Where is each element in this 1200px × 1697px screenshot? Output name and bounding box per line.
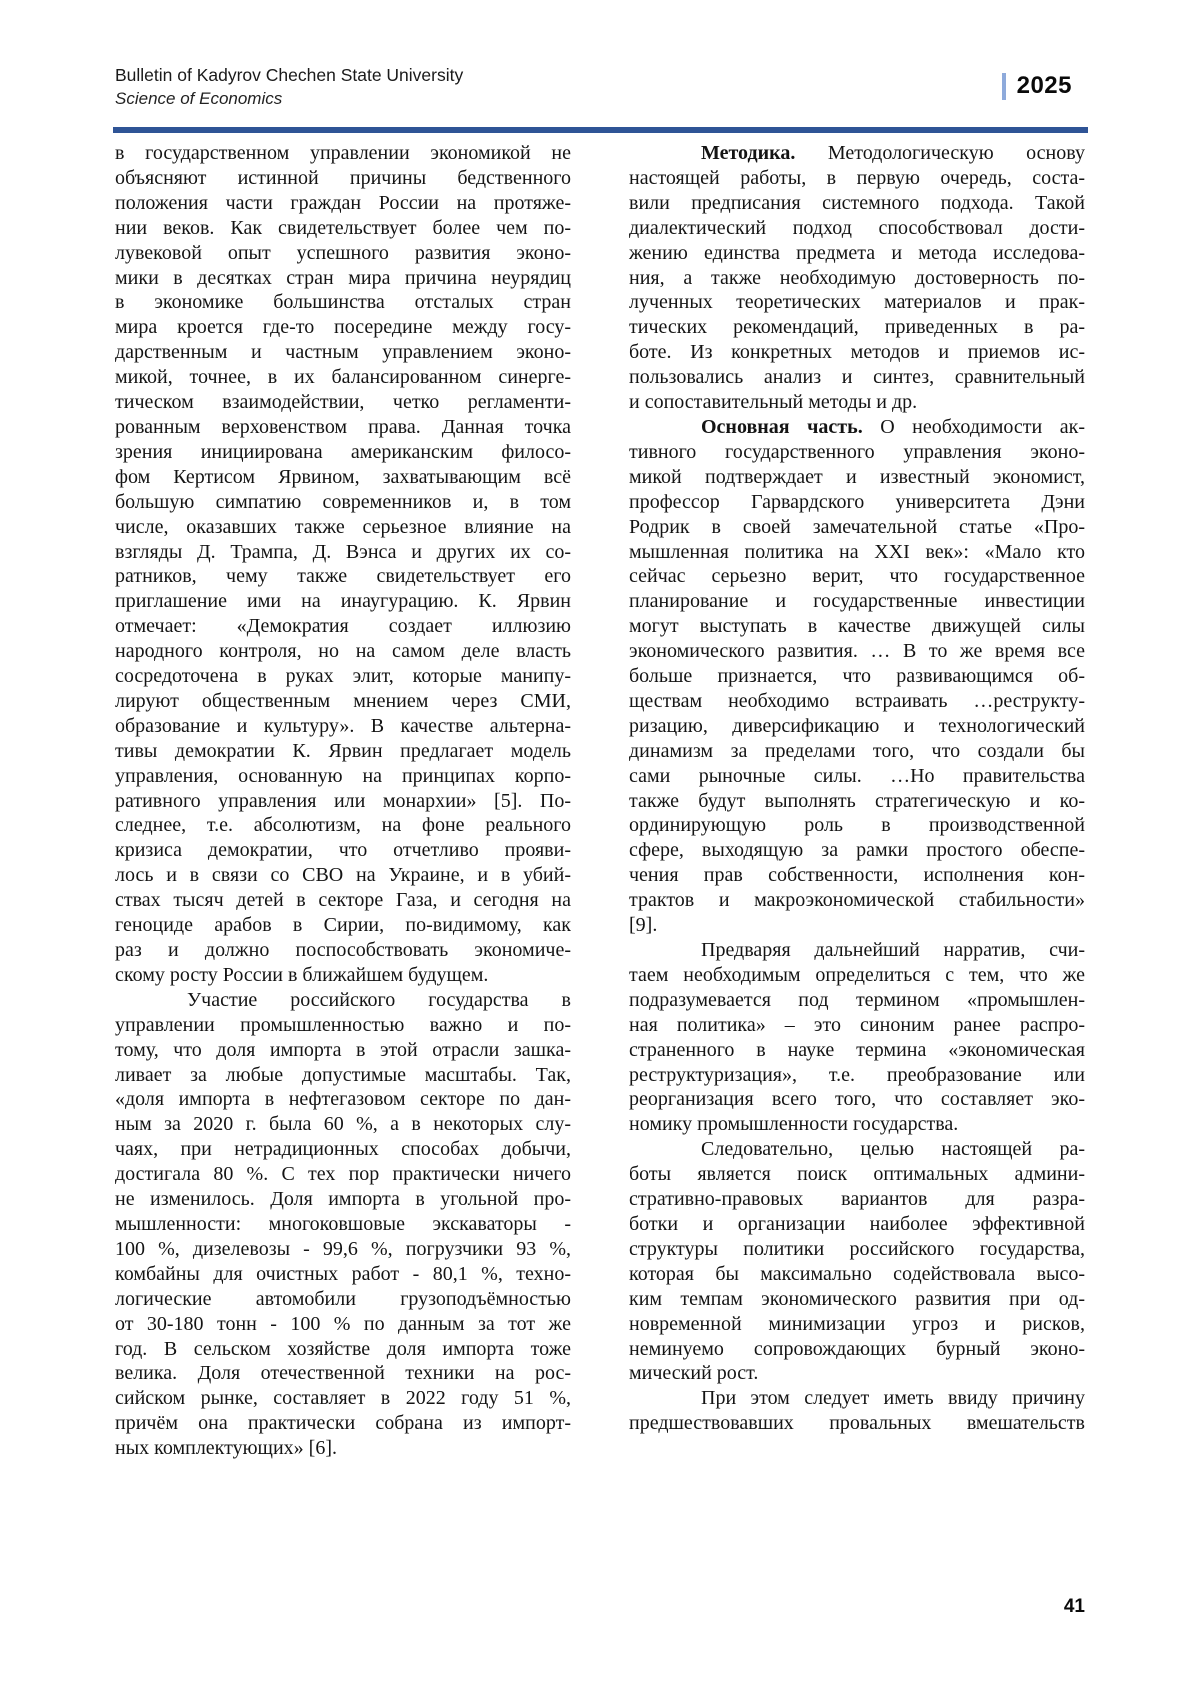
text-line: народного контроля, но на самом деле власть — [115, 640, 571, 663]
text-line: достигала 80 %. С тех пор практически ничего — [115, 1163, 571, 1186]
text-line: геноциде арабов в Сирии, по-видимому, как — [115, 914, 571, 937]
text-line: от 30-180 тонн - 100 % по данным за тот же — [115, 1312, 571, 1335]
text-line: велика. Доля отечественной техники на рос- — [115, 1362, 571, 1385]
text-line: боте. Из конкретных методов и приемов ис- — [629, 341, 1085, 364]
text-line: «доля импорта в нефтегазовом секторе по дан- — [115, 1088, 571, 1111]
text-line: и сопоставительный методы и др. — [629, 391, 918, 414]
text-line: 100 %, дизелевозы - 99,6 %, погрузчики 93 %, — [115, 1237, 571, 1260]
journal-subtitle: Science of Economics — [115, 89, 283, 109]
text-line: вили предписания системного подхода. Такой — [629, 191, 1085, 214]
text-line: управлении промышленностью важно и по- — [115, 1013, 571, 1036]
paragraph — [629, 938, 1085, 1137]
text-line: профессор Гарвардского университета Дэни — [629, 490, 1085, 513]
text-line: отмечает: «Демократия создает иллюзию — [115, 615, 571, 638]
text-line: подразумевается под термином «промышлен- — [629, 988, 1085, 1011]
paragraph — [115, 141, 571, 988]
text-line: Участие российского государства в — [187, 988, 571, 1011]
text-line: чаях, при нетрадиционных способах добычи, — [115, 1138, 571, 1161]
text-line: лученных теоретических материалов и прак- — [629, 291, 1085, 314]
text-line: экономического развития. … В то же время все — [629, 640, 1085, 663]
paragraph — [629, 415, 1085, 938]
text-line: рованным верховенством права. Данная точка — [115, 415, 571, 438]
text-line: ная политика» – это синоним ранее распро- — [629, 1013, 1085, 1036]
text-line: год. В сельском хозяйстве доля импорта тоже — [115, 1337, 571, 1360]
year-badge — [1002, 72, 1072, 100]
text-line: ливает за любые допустимые масштабы. Так, — [115, 1063, 571, 1086]
text-line: управления, основанную на принципах корпо- — [115, 764, 571, 787]
text-line: планирование и государственные инвестиции — [629, 590, 1085, 613]
article-body — [115, 141, 1085, 1461]
page-number: 41 — [1063, 1596, 1085, 1617]
left-column — [115, 141, 571, 1461]
text-line: неминуемо сопровождающих бурный эконо- — [629, 1337, 1085, 1360]
text-line: ратников, чему также свидетельствует его — [115, 565, 571, 588]
text-line: Родрик в своей замечательной статье «Про- — [629, 515, 1085, 538]
year-label: 2025 — [1016, 72, 1072, 99]
text-line: динамизм за пределами того, что создали бы — [629, 739, 1085, 762]
text-line: При этом следует иметь ввиду причину — [701, 1387, 1085, 1410]
text-line: в государственном управлении экономикой не — [115, 142, 571, 164]
text-line: реорганизация всего того, что составляет эко- — [629, 1088, 1085, 1111]
text-line: кризиса демократии, что отчетливо прояви- — [115, 839, 571, 862]
text-line: ординирующую роль в производственной — [629, 814, 1085, 837]
text-line: ствах тысяч детей в секторе Газа, и сегодня на — [115, 889, 571, 912]
text-line: логические автомобили грузоподъёмностью — [115, 1287, 571, 1310]
text-line: могут выступать в качестве движущей силы — [629, 615, 1085, 638]
text-line: зрения инициирована американским филосо- — [115, 440, 571, 463]
text-line: взгляды Д. Трампа, Д. Вэнса и других их со- — [115, 540, 571, 563]
text-line: фом Кертисом Ярвином, захватывающим всё — [115, 465, 571, 488]
text-line: сосредоточена в руках элит, которые манипу- — [115, 665, 571, 688]
text-line: мышленная политика на XXI век»: «Мало кто — [629, 540, 1085, 563]
text-line: положения части граждан России на протяже- — [115, 191, 571, 214]
text-line: ризацию, диверсификацию и технологический — [629, 714, 1085, 737]
text-line: номику промышленности государства. — [629, 1113, 959, 1136]
text-line: тому, что доля импорта в этой отрасли зашка- — [115, 1038, 571, 1061]
text-line: ществам необходимо встраивать …реструкту- — [629, 689, 1085, 712]
paragraph — [629, 1386, 1085, 1436]
text-line: лируют общественным мнением через СМИ, — [115, 689, 571, 712]
paragraph — [629, 1137, 1085, 1386]
text-line: Следовательно, целью настоящей ра- — [701, 1138, 1085, 1161]
text-line: сами рыночные силы. …Но правительства — [629, 764, 1085, 787]
section-heading: Основная часть. — [701, 415, 863, 438]
text-line: реструктуризация», т.е. преобразование или — [629, 1063, 1085, 1086]
text-line: больше признается, что развивающимся об- — [629, 665, 1085, 688]
text-line: сийском рынке, составляет в 2022 году 51 %, — [115, 1387, 571, 1410]
text-line: структуры политики российского государства, — [629, 1237, 1085, 1260]
text-line: микой подтверждает и известный экономист, — [629, 465, 1085, 488]
text-line: мира кроется где-то посередине между госу- — [115, 316, 571, 339]
text-line: ным за 2020 г. была 60 %, а в некоторых слу- — [115, 1113, 571, 1136]
text-line: микой, точнее, в их балансированном синерге- — [115, 366, 571, 389]
text-line: дарственным и частным управлением эконо- — [115, 341, 571, 364]
text-line: таем необходимым определиться с тем, что же — [629, 963, 1085, 986]
text-line: ния, а также необходимую достоверность по- — [629, 266, 1085, 289]
text-line: образование и культуру». В качестве альтерна- — [115, 714, 571, 737]
text-line: боты является поиск оптимальных админи- — [629, 1163, 1085, 1186]
text-line: [9]. — [629, 914, 658, 937]
journal-header — [115, 62, 463, 109]
text-line: большую симпатию современников и, в том — [115, 490, 571, 513]
text-line: следнее, т.е. абсолютизм, на фоне реального — [115, 814, 571, 837]
text-line: раз и должно поспособствовать экономиче- — [115, 939, 571, 961]
text-line: сейчас серьезно верит, что государственное — [629, 565, 1085, 588]
text-line: тивы демократии К. Ярвин предлагает модель — [115, 739, 571, 762]
journal-title: Bulletin of Kadyrov Chechen State University — [115, 65, 464, 85]
text-line: тическом взаимодействии, четко регламенти- — [115, 391, 571, 414]
text-line: причём она практически собрана из импорт- — [115, 1412, 571, 1435]
paragraph — [115, 988, 571, 1461]
text-line: жению единства предмета и метода исследова- — [629, 241, 1085, 264]
text-line: новременной минимизации угроз и рисков, — [629, 1312, 1085, 1335]
text-line: пользовались анализ и синтез, сравнительный — [629, 366, 1085, 389]
text-line: предшествовавших провальных вмешательств — [629, 1412, 1085, 1435]
text-line: приглашение ими на инаугурацию. К. Ярвин — [115, 590, 571, 613]
text-line: объясняют истинной причины бедственного — [115, 166, 571, 189]
header-rule — [113, 127, 1088, 133]
text-line: мики в десятках стран мира причина неурядиц — [115, 266, 571, 289]
text-line: скому росту России в ближайшем будущем. — [115, 963, 489, 986]
text-line: тивного государственного управления эконо- — [629, 440, 1085, 463]
text-line: ных комплектующих» [6]. — [115, 1437, 337, 1460]
text-line: комбайны для очистных работ - 80,1 %, техно- — [115, 1262, 571, 1285]
text-line: Основная часть. О необходимости ак- — [701, 415, 1085, 438]
text-line: тических рекомендаций, приведенных в ра- — [629, 316, 1085, 339]
text-line: также будут выполнять стратегическую и ко- — [629, 789, 1085, 812]
text-line: стративно-правовых вариантов для разра- — [629, 1188, 1085, 1211]
text-line: Предваряя дальнейший нарратив, счи- — [701, 939, 1085, 961]
text-line: настоящей работы, в первую очередь, соста- — [629, 166, 1085, 189]
text-line: страненного в науке термина «экономическая — [629, 1038, 1085, 1061]
text-line: диалектический подход способствовал дости- — [629, 216, 1085, 239]
right-column — [629, 141, 1085, 1461]
text-line: которая бы максимально содействовала высо- — [629, 1262, 1085, 1285]
text-line: ративного управления или монархии» [5]. По- — [115, 789, 571, 812]
text-line: мышленности: многоковшовые экскаваторы - — [115, 1212, 571, 1235]
text-line: числе, оказавших также серьезное влияние на — [115, 515, 571, 538]
text-line: Методика. Методологическую основу — [701, 142, 1085, 164]
text-line: трактов и макроэкономической стабильности» — [629, 889, 1085, 912]
text-line: чения прав собственности, исполнения кон- — [629, 864, 1085, 887]
year-divider-bar — [1002, 73, 1006, 100]
text-line: лось и в связи со СВО на Украине, и в убий- — [115, 864, 571, 887]
text-line: мический рост. — [629, 1362, 759, 1385]
section-heading: Методика. — [701, 142, 796, 164]
text-line: сфере, выходящую за рамки простого обеспе- — [629, 839, 1085, 862]
text-line: ким темпам экономического развития при од- — [629, 1287, 1085, 1310]
paragraph — [629, 141, 1085, 415]
text-line: ботки и организации наиболее эффективной — [629, 1212, 1085, 1235]
text-line: нии веков. Как свидетельствует более чем по- — [115, 216, 571, 239]
text-line: не изменилось. Доля импорта в угольной про- — [115, 1188, 571, 1211]
text-line: лувековой опыт успешного развития эконо- — [115, 241, 571, 264]
text-line: в экономике большинства отсталых стран — [115, 291, 571, 314]
